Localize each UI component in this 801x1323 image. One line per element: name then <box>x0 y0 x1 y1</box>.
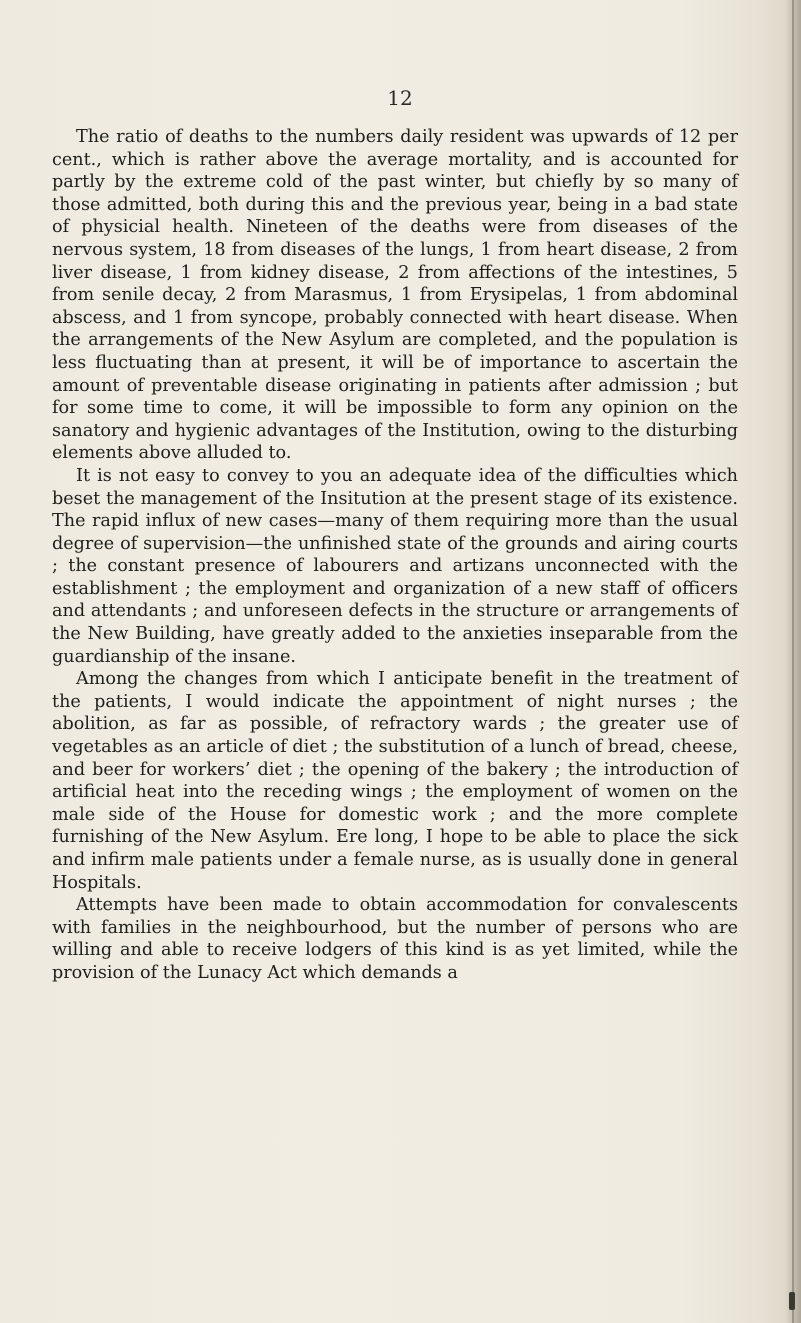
paragraph-convalescents: Attempts have been made to obtain accommodation for convalescents with families in the neighbourhood, but the number of persons who are willing and able to receive lodgers of this kind is as yet limited, while the provision of the Lunacy Act which demands a <box>52 895 738 983</box>
paragraph-difficulties: It is not easy to convey to you an adequate idea of the difficulties which beset the management of the Insitution at the present stage of its existence. The rapid influx of new cases—many of them requiring more than the usual degree of supervision—the unfinished state of the grounds and airing courts ; the constant presence of labourers and artizans unconnected with the establishment ; the employment and organization of a new staff of officers and attendants ; and unforeseen defects in the structure or arrangements of the New Building, have greatly added to the anxieties inseparable from the guardianship of the insane. <box>52 465 738 667</box>
body-text <box>52 126 738 985</box>
paragraph-changes: Among the changes from which I anticipate benefit in the treatment of the patients, I would indicate the appointment of night nurses ; the abolition, as far as possible, of refractory wards ; the greater use of vegetables as an article of diet ; the substitution of a lunch of bread, cheese, and beer for workers’ diet ; the opening of the bakery ; the introduction of artificial heat into the receding wings ; the employment of women on the male side of the House for domestic work ; and the more complete furnishing of the New Asylum. Ere long, I hope to be able to place the sick and infirm male patients under a female nurse, as is usually done in general Hospitals. <box>52 669 738 893</box>
paragraph-mortality: The ratio of deaths to the numbers daily resident was upwards of 12 per cent., which is rather above the average mortality, and is accounted for partly by the extreme cold of the past winter, but chiefly by so many of those admitted, both during this and the previous year, being in a bad state of physicial health. Nineteen of the deaths were from diseases of the nervous system, 18 from diseases of the lungs, 1 from heart disease, 2 from liver disease, 1 from kidney disease, 2 from affections of the intestines, 5 from senile decay, 2 from Marasmus, 1 from Erysipelas, 1 from abdominal abscess, and 1 from syncope, probably connected with heart disease. When the arrangements of the New Asylum are completed, and the population is less fluctuating than at present, it will be of importance to ascertain the amount of preventable disease originating in patients after admission ; but for some time to come, it will be impossible to form any opinion on the sanatory and hygienic advantages of the Institution, owing to the disturbing elements above alluded to. <box>52 127 738 464</box>
page-number: 12 <box>387 86 413 110</box>
page-edge-mark <box>789 1292 795 1310</box>
page-edge-line <box>792 0 794 1323</box>
